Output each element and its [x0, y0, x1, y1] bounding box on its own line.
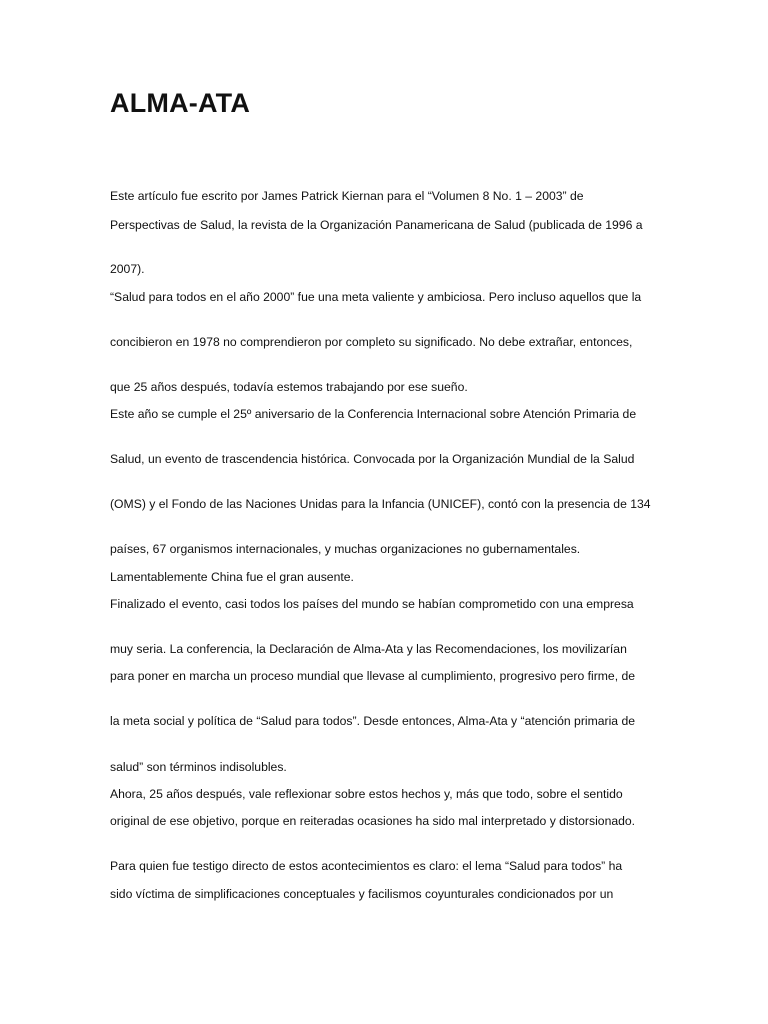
text-line: 2007). — [110, 262, 145, 276]
text-line: original de ese objetivo, porque en reiteradas ocasiones ha sido mal interpretado y distorsionado. — [110, 814, 636, 828]
text-line: sido víctima de simplificaciones conceptuales y facilismos coyunturales condicionados por un — [110, 887, 614, 901]
text-line: salud” son términos indisolubles. — [110, 760, 287, 774]
text-line: muy seria. La conferencia, la Declaración de Alma-Ata y las Recomendaciones, los movilizarían — [110, 642, 627, 656]
text-line: para poner en marcha un proceso mundial que llevase al cumplimiento, progresivo pero firme, de — [110, 669, 636, 683]
text-line: que 25 años después, todavía estemos trabajando por ese sueño. — [110, 380, 468, 394]
text-line: Finalizado el evento, casi todos los países del mundo se habían comprometido con una empresa — [110, 597, 634, 611]
text-line: Ahora, 25 años después, vale reflexionar sobre estos hechos y, más que todo, sobre el sentido — [110, 787, 623, 801]
text-line: Este año se cumple el 25º aniversario de la Conferencia Internacional sobre Atención Primaria de — [110, 407, 637, 421]
text-line: Lamentablemente China fue el gran ausente. — [110, 570, 354, 584]
text-line: Este artículo fue escrito por James Patrick Kiernan para el “Volumen 8 No. 1 – 2003” de — [110, 189, 584, 203]
text-line: “Salud para todos en el año 2000” fue una meta valiente y ambiciosa. Pero incluso aquellos que la — [110, 290, 642, 304]
text-line: Para quien fue testigo directo de estos acontecimientos es claro: el lema “Salud para todos” ha — [110, 859, 623, 873]
text-line: Perspectivas de Salud, la revista de la Organización Panamericana de Salud (publicada de 1996 a — [110, 218, 643, 232]
text-line: países, 67 organismos internacionales, y muchas organizaciones no gubernamentales. — [110, 542, 581, 556]
document-title: ALMA-ATA — [110, 88, 251, 118]
text-line: (OMS) y el Fondo de las Naciones Unidas para la Infancia (UNICEF), contó con la presencia de 134 — [110, 497, 651, 511]
text-line: la meta social y política de “Salud para todos”. Desde entonces, Alma-Ata y “atención primaria de — [110, 714, 636, 728]
text-line: concibieron en 1978 no comprendieron por completo su significado. No debe extrañar, entonces, — [110, 335, 633, 349]
text-line: Salud, un evento de trascendencia histórica. Convocada por la Organización Mundial de la Salud — [110, 452, 635, 466]
